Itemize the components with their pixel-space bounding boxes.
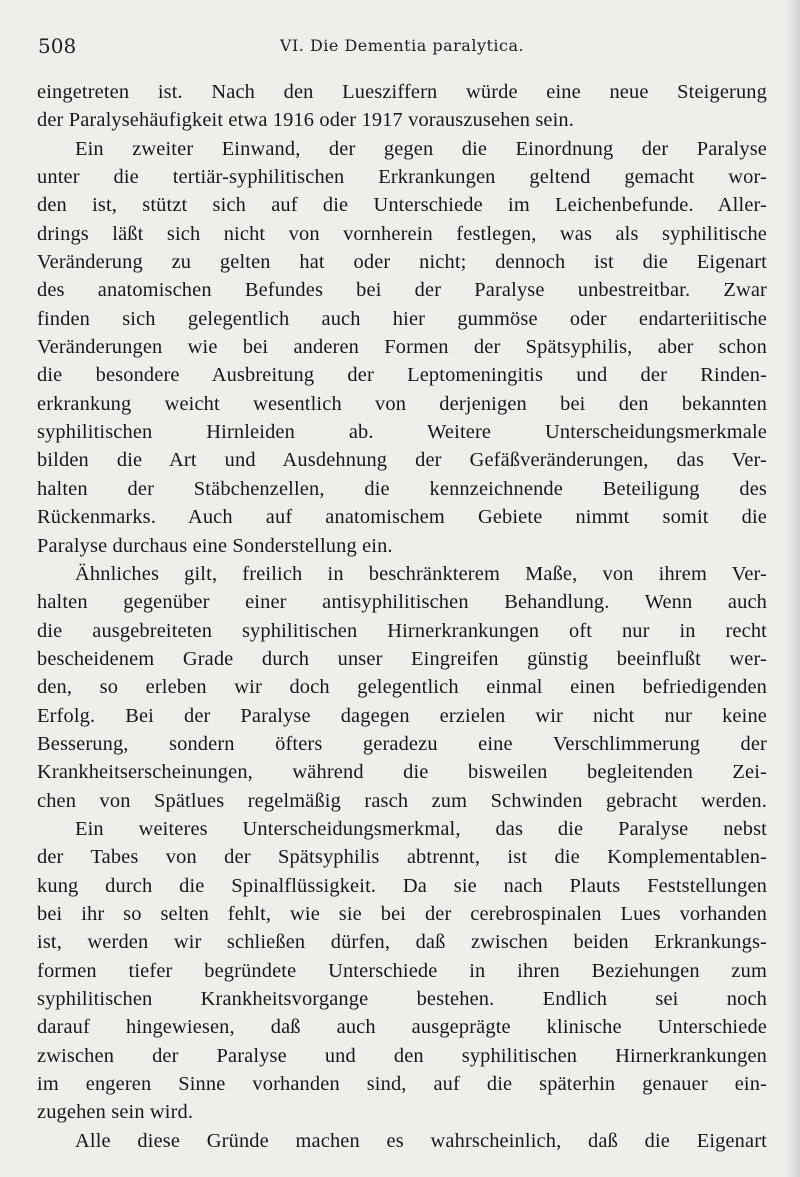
text-line: bilden die Art und Ausdehnung der Gefäßveränderungen, das Ver- — [37, 449, 767, 472]
text-line: eingetreten ist. Nach den Luesziffern würde eine neue Steigerung — [37, 81, 767, 103]
text-line: darauf hingewiesen, daß auch ausgeprägte klinische Unterschiede — [37, 1016, 767, 1039]
text-line: der Tabes von der Spätsyphilis abtrennt, ist die Komplementablen- — [37, 846, 767, 869]
paragraph — [37, 135, 767, 560]
page-number: 508 — [38, 34, 77, 58]
text-line: ist, werden wir schließen dürfen, daß zwischen beiden Erkrankungs- — [37, 931, 767, 954]
text-line: syphilitischen Krankheitsvorgange bestehen. Endlich sei noch — [37, 988, 767, 1010]
text-line: bescheidenem Grade durch unser Eingreifen günstig beeinflußt wer- — [37, 647, 767, 670]
text-line: im engeren Sinne vorhanden sind, auf die späterhin genauer ein- — [37, 1073, 767, 1096]
text-line: zwischen der Paralyse und den syphilitischen Hirnerkrankungen — [37, 1044, 767, 1067]
text-line: chen von Spätlues regelmäßig rasch zum Schwinden gebracht werden. — [37, 789, 767, 812]
paragraph — [37, 560, 767, 815]
text-line: drings läßt sich nicht von vornherein festlegen, was als syphilitische — [37, 222, 767, 245]
text-line: Veränderung zu gelten hat oder nicht; dennoch ist die Eigenart — [37, 251, 767, 274]
text-line: erkrankung weicht wesentlich von derjenigen bei den bekannten — [37, 392, 767, 415]
text-line: der Paralysehäufigkeit etwa 1916 oder 1917 vorauszusehen sein. — [37, 109, 575, 132]
text-line: Ähnliches gilt, freilich in beschränkterem Maße, von ihrem Ver- — [75, 562, 767, 585]
text-line: Besserung, sondern öfters geradezu eine Verschlimmerung der — [37, 732, 767, 755]
text-line: zugehen sein wird. — [37, 1101, 194, 1124]
text-line: Veränderungen wie bei anderen Formen der Spätsyphilis, aber schon — [37, 336, 767, 359]
paragraph — [37, 78, 767, 135]
running-title: VI. Die Dementia paralytica. — [279, 36, 525, 55]
text-line: Krankheitserscheinungen, während die bisweilen begleitenden Zei- — [37, 761, 767, 784]
text-line: Alle diese Gründe machen es wahrscheinlich, daß die Eigenart — [75, 1129, 767, 1152]
text-line: kung durch die Spinalflüssigkeit. Da sie nach Plauts Feststellungen — [37, 874, 767, 897]
text-line: Erfolg. Bei der Paralyse dagegen erzielen wir nicht nur keine — [37, 704, 767, 727]
text-line: unter die tertiär-syphilitischen Erkrankungen geltend gemacht wor- — [37, 166, 767, 189]
text-line: finden sich gelegentlich auch hier gummöse oder endarteriitische — [37, 307, 767, 330]
text-line: halten gegenüber einer antisyphilitischen Behandlung. Wenn auch — [37, 591, 767, 614]
page-header — [38, 34, 766, 58]
text-line: die ausgebreiteten syphilitischen Hirnerkrankungen oft nur in recht — [37, 619, 767, 642]
text-line: des anatomischen Befundes bei der Paralyse unbestreitbar. Zwar — [37, 279, 767, 302]
text-line: bei ihr so selten fehlt, wie sie bei der cerebrospinalen Lues vorhanden — [37, 902, 767, 925]
text-line: Ein weiteres Unterscheidungsmerkmal, das die Paralyse nebst — [75, 817, 767, 840]
text-line: den ist, stützt sich auf die Unterschiede im Leichenbefunde. Aller- — [37, 194, 767, 217]
text-line: Rückenmarks. Auch auf anatomischem Gebiete nimmt somit die — [37, 506, 767, 529]
paragraph — [37, 815, 767, 1127]
text-line: formen tiefer begründete Unterschiede in ihren Beziehungen zum — [37, 959, 767, 982]
text-line: die besondere Ausbreitung der Leptomeningitis und der Rinden- — [37, 364, 767, 387]
text-line: Ein zweiter Einwand, der gegen die Einordnung der Paralyse — [75, 137, 767, 160]
text-line: halten der Stäbchenzellen, die kennzeichnende Beteiligung des — [37, 477, 767, 500]
text-line: syphilitischen Hirnleiden ab. Weitere Unterscheidungsmerkmale — [37, 421, 767, 444]
text-line: Paralyse durchaus eine Sonderstellung ein. — [37, 534, 393, 557]
body-text — [37, 78, 767, 1155]
paragraph — [37, 1127, 767, 1155]
text-line: den, so erleben wir doch gelegentlich einmal einen befriedigenden — [37, 676, 767, 699]
